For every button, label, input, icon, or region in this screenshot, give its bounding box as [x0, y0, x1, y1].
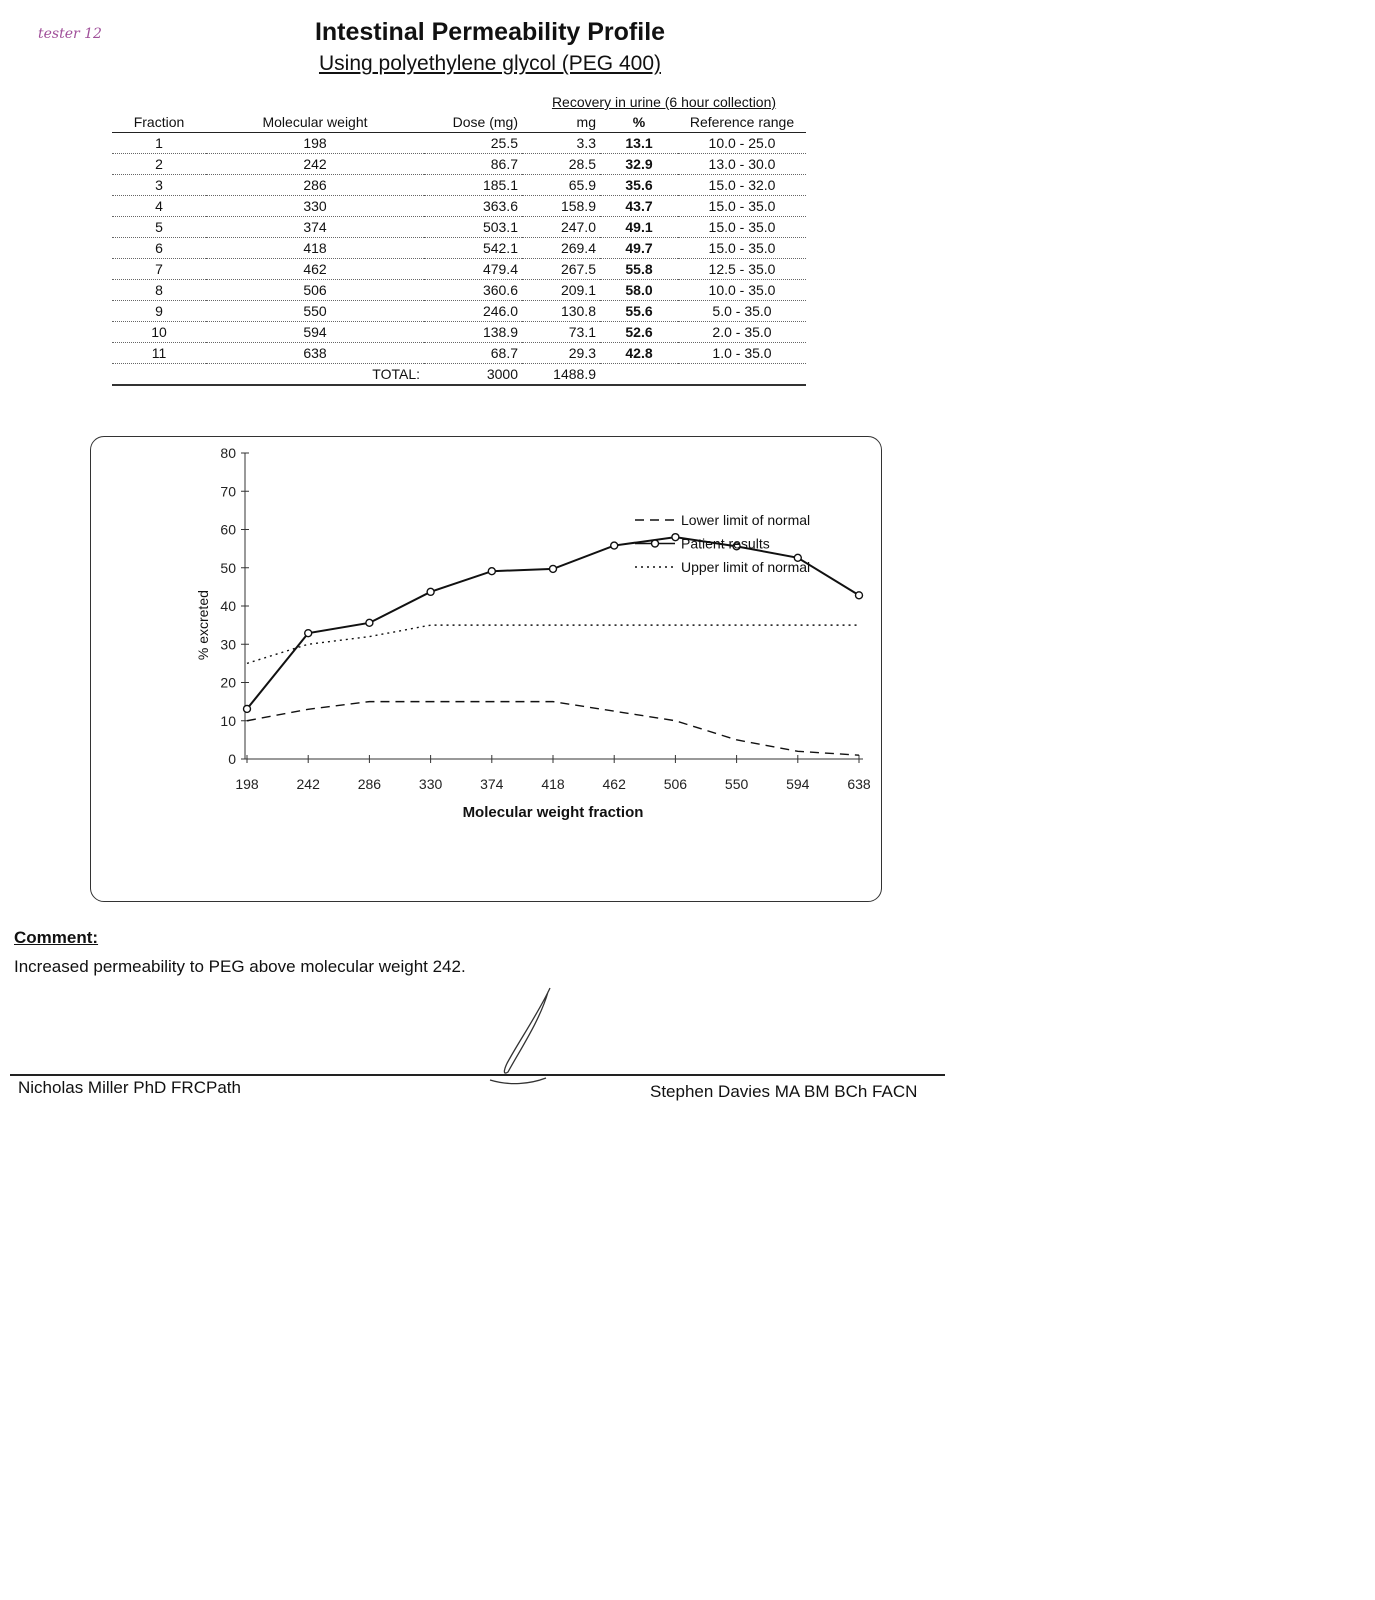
cell-reference-range: 15.0 - 35.0: [678, 217, 806, 238]
cell-recovered-mg: 73.1: [522, 322, 600, 343]
cell-percent: 35.6: [600, 175, 678, 196]
total-mg: 1488.9: [522, 364, 600, 386]
cell-molecular-weight: 638: [206, 343, 424, 364]
table-row: [112, 322, 806, 343]
table-row: [112, 259, 806, 280]
cell-recovered-mg: 267.5: [522, 259, 600, 280]
cell-dose: 542.1: [424, 238, 522, 259]
cell-recovered-mg: 130.8: [522, 301, 600, 322]
col-fraction: Fraction: [112, 112, 206, 133]
y-tick-label: 20: [220, 674, 236, 691]
cell-fraction: 4: [112, 196, 206, 217]
cell-molecular-weight: 506: [206, 280, 424, 301]
y-tick-label: 30: [220, 636, 236, 653]
x-tick-label: 418: [541, 776, 565, 792]
cell-percent: 43.7: [600, 196, 678, 217]
cell-dose: 68.7: [424, 343, 522, 364]
cell-recovered-mg: 28.5: [522, 154, 600, 175]
table-row: [112, 154, 806, 175]
y-tick-label: 0: [228, 751, 236, 767]
page-title: Intestinal Permeability Profile: [314, 18, 666, 46]
cell-fraction: 11: [112, 343, 206, 364]
signatory-right: Stephen Davies MA BM BCh FACN: [650, 1082, 918, 1101]
cell-reference-range: 10.0 - 25.0: [678, 133, 806, 154]
cell-percent: 42.8: [600, 343, 678, 364]
patient-data-point: [244, 705, 251, 712]
cell-fraction: 7: [112, 259, 206, 280]
legend-marker: [652, 540, 659, 547]
cell-reference-range: 13.0 - 30.0: [678, 154, 806, 175]
cell-dose: 86.7: [424, 154, 522, 175]
cell-fraction: 6: [112, 238, 206, 259]
total-row: [112, 364, 806, 386]
y-axis-label: % excreted: [195, 590, 211, 661]
cell-molecular-weight: 550: [206, 301, 424, 322]
y-tick-label: 80: [220, 445, 236, 461]
cell-reference-range: 15.0 - 35.0: [678, 196, 806, 217]
cell-fraction: 8: [112, 280, 206, 301]
table-row: [112, 301, 806, 322]
patient-data-point: [427, 588, 434, 595]
permeability-table: [112, 92, 806, 386]
col-dose: Dose (mg): [424, 112, 522, 133]
patient-data-point: [672, 534, 679, 541]
cell-fraction: 9: [112, 301, 206, 322]
cell-recovered-mg: 158.9: [522, 196, 600, 217]
cell-molecular-weight: 242: [206, 154, 424, 175]
comment-text: Increased permeability to PEG above molecular weight 242.: [14, 957, 466, 976]
table-row: [112, 217, 806, 238]
cell-molecular-weight: 286: [206, 175, 424, 196]
patient-data-point: [366, 619, 373, 626]
cell-percent: 49.7: [600, 238, 678, 259]
tester-label: tester 12: [38, 26, 102, 42]
signature-line: [10, 1074, 945, 1076]
col-percent: %: [600, 112, 678, 133]
cell-reference-range: 2.0 - 35.0: [678, 322, 806, 343]
cell-dose: 185.1: [424, 175, 522, 196]
y-tick-label: 60: [220, 521, 236, 538]
table-row: [112, 175, 806, 196]
table-row: [112, 196, 806, 217]
page-subtitle: Using polyethylene glycol (PEG 400): [318, 52, 661, 75]
col-molecular-weight: Molecular weight: [206, 112, 424, 133]
cell-molecular-weight: 198: [206, 133, 424, 154]
total-dose: 3000: [424, 364, 522, 386]
cell-fraction: 10: [112, 322, 206, 343]
cell-molecular-weight: 418: [206, 238, 424, 259]
x-tick-label: 242: [296, 776, 320, 792]
cell-fraction: 1: [112, 133, 206, 154]
x-tick-label: 550: [724, 776, 749, 792]
y-tick-label: 70: [220, 483, 236, 500]
patient-data-point: [550, 565, 557, 572]
cell-percent: 58.0: [600, 280, 678, 301]
cell-reference-range: 1.0 - 35.0: [678, 343, 806, 364]
x-tick-label: 330: [418, 776, 443, 792]
comment-heading: Comment:: [14, 928, 99, 947]
cell-percent: 55.8: [600, 259, 678, 280]
x-tick-label: 462: [602, 776, 626, 792]
patient-data-point: [856, 592, 863, 599]
cell-reference-range: 10.0 - 35.0: [678, 280, 806, 301]
cell-molecular-weight: 374: [206, 217, 424, 238]
cell-reference-range: 12.5 - 35.0: [678, 259, 806, 280]
table-row: [112, 343, 806, 364]
patient-data-point: [488, 568, 495, 575]
cell-recovered-mg: 247.0: [522, 217, 600, 238]
cell-recovered-mg: 209.1: [522, 280, 600, 301]
cell-reference-range: 5.0 - 35.0: [678, 301, 806, 322]
cell-percent: 32.9: [600, 154, 678, 175]
x-tick-label: 198: [235, 776, 259, 792]
cell-dose: 360.6: [424, 280, 522, 301]
cell-dose: 479.4: [424, 259, 522, 280]
cell-percent: 52.6: [600, 322, 678, 343]
cell-recovered-mg: 269.4: [522, 238, 600, 259]
table-row: [112, 238, 806, 259]
cell-dose: 25.5: [424, 133, 522, 154]
total-label: TOTAL:: [206, 364, 424, 386]
cell-dose: 246.0: [424, 301, 522, 322]
recovery-header: Recovery in urine (6 hour collection): [551, 94, 777, 110]
x-tick-label: 638: [847, 776, 871, 792]
cell-fraction: 3: [112, 175, 206, 196]
x-tick-label: 594: [786, 776, 810, 792]
col-mg: mg: [522, 112, 600, 133]
table-row: [112, 133, 806, 154]
cell-fraction: 2: [112, 154, 206, 175]
cell-dose: 363.6: [424, 196, 522, 217]
table-row: [112, 280, 806, 301]
patient-data-point: [305, 630, 312, 637]
cell-dose: 138.9: [424, 322, 522, 343]
legend-label: Lower limit of normal: [681, 512, 811, 528]
permeability-chart: [90, 436, 890, 906]
x-axis-label: Molecular weight fraction: [462, 804, 644, 821]
cell-recovered-mg: 3.3: [522, 133, 600, 154]
x-tick-label: 374: [480, 776, 504, 792]
series-line-upper-limit-of-normal: [247, 625, 859, 663]
y-tick-label: 50: [220, 559, 236, 576]
cell-percent: 55.6: [600, 301, 678, 322]
patient-data-point: [611, 542, 618, 549]
x-tick-label: 286: [357, 776, 382, 792]
cell-percent: 13.1: [600, 133, 678, 154]
cell-percent: 49.1: [600, 217, 678, 238]
cell-molecular-weight: 330: [206, 196, 424, 217]
x-tick-label: 506: [663, 776, 688, 792]
cell-reference-range: 15.0 - 32.0: [678, 175, 806, 196]
y-tick-label: 10: [220, 712, 236, 729]
col-reference-range: Reference range: [678, 112, 806, 133]
cell-dose: 503.1: [424, 217, 522, 238]
cell-molecular-weight: 462: [206, 259, 424, 280]
series-line-lower-limit-of-normal: [247, 702, 859, 756]
y-tick-label: 40: [220, 598, 236, 614]
cell-recovered-mg: 29.3: [522, 343, 600, 364]
cell-fraction: 5: [112, 217, 206, 238]
cell-reference-range: 15.0 - 35.0: [678, 238, 806, 259]
legend-label: Patient results: [681, 535, 770, 552]
cell-molecular-weight: 594: [206, 322, 424, 343]
cell-recovered-mg: 65.9: [522, 175, 600, 196]
signatory-left: Nicholas Miller PhD FRCPath: [18, 1078, 241, 1097]
legend-label: Upper limit of normal: [681, 559, 811, 575]
